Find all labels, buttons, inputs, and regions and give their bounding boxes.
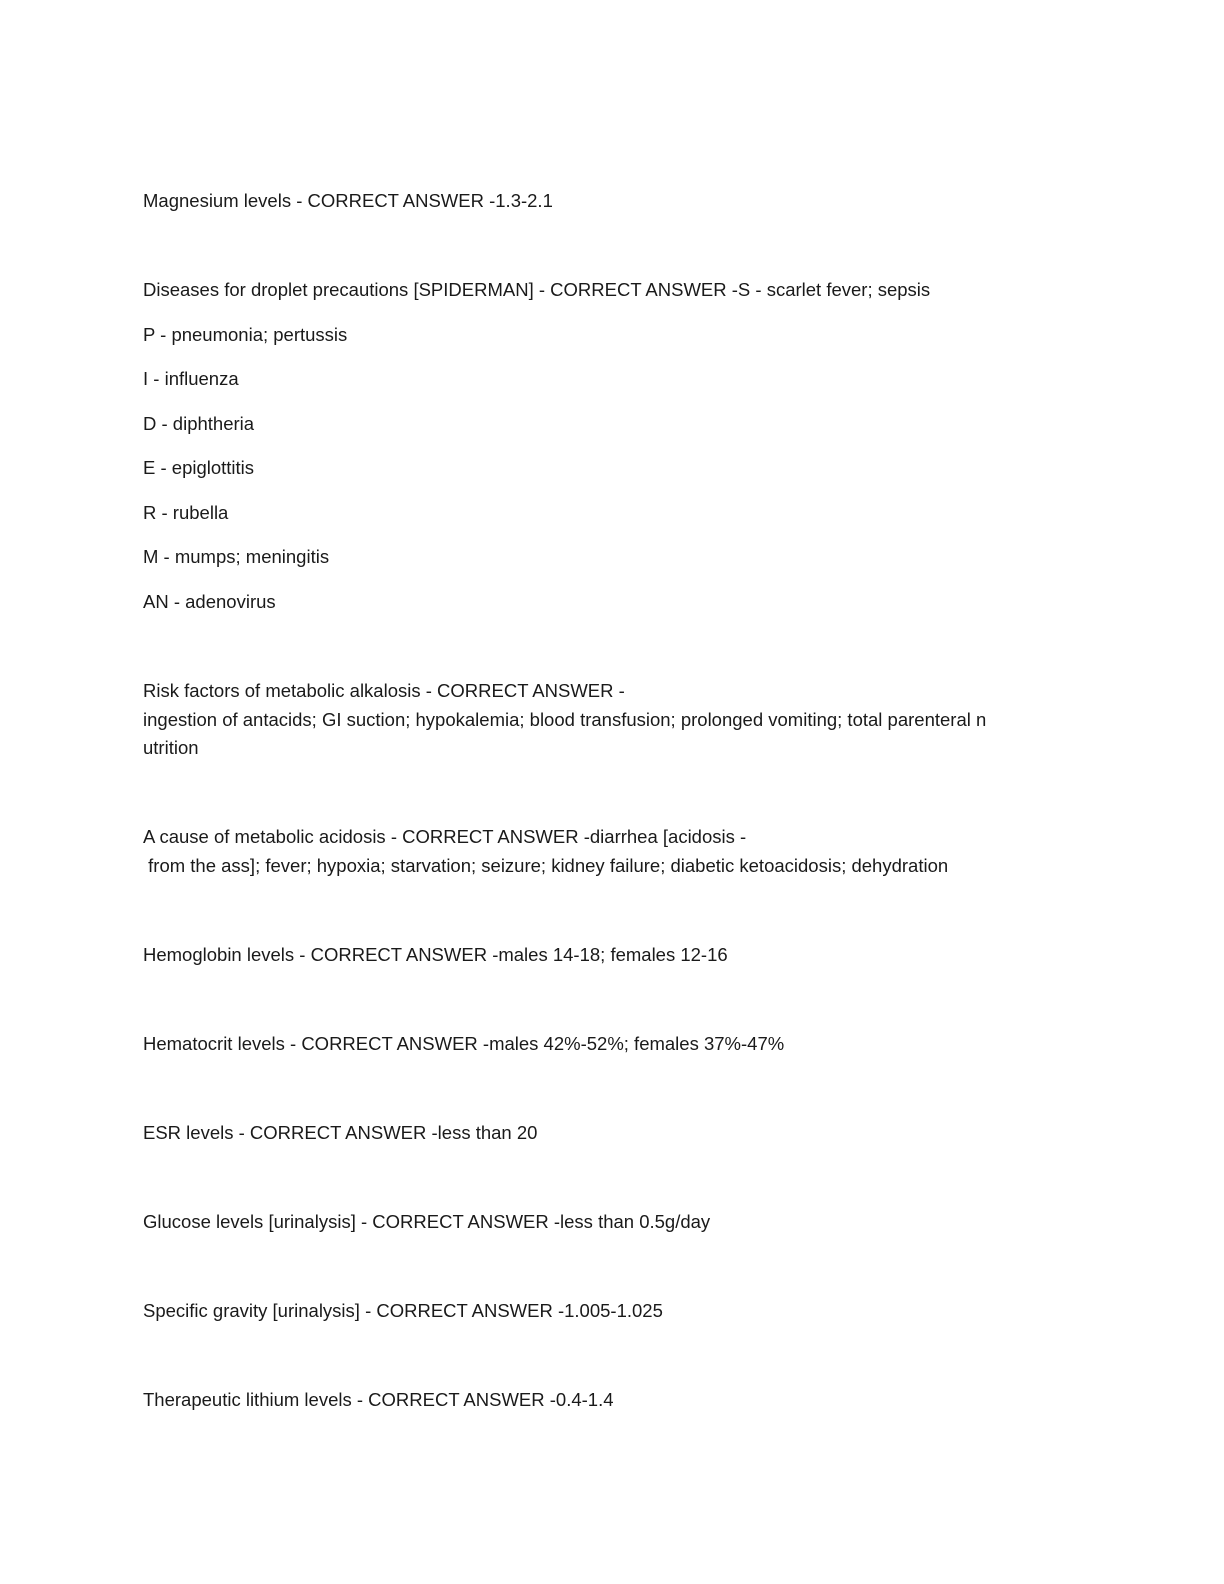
esr-entry: ESR levels - CORRECT ANSWER -less than 20: [143, 1122, 538, 1143]
alkalosis-answer-continuation: utrition: [143, 737, 199, 758]
droplet-item-p: P - pneumonia; pertussis: [143, 324, 348, 345]
droplet-item-m: M - mumps; meningitis: [143, 546, 330, 567]
lithium-entry: Therapeutic lithium levels - CORRECT ANSWER -0.4-1.4: [143, 1389, 614, 1410]
hemoglobin-entry: Hemoglobin levels - CORRECT ANSWER -males 14-18; females 12-16: [143, 944, 728, 965]
acidosis-heading: A cause of metabolic acidosis - CORRECT ANSWER -diarrhea [acidosis -: [143, 826, 747, 847]
droplet-item-e: E - epiglottitis: [143, 457, 255, 478]
droplet-item-r: R - rubella: [143, 502, 229, 523]
magnesium-entry: Magnesium levels - CORRECT ANSWER -1.3-2.1: [143, 190, 553, 211]
droplet-precautions-heading: Diseases for droplet precautions [SPIDERMAN] - CORRECT ANSWER -S - scarlet fever; sepsis: [143, 279, 931, 300]
droplet-item-d: D - diphtheria: [143, 413, 255, 434]
droplet-item-i: I - influenza: [143, 368, 239, 389]
glucose-entry: Glucose levels [urinalysis] - CORRECT ANSWER -less than 0.5g/day: [143, 1211, 711, 1232]
alkalosis-answer-line: ingestion of antacids; GI suction; hypokalemia; blood transfusion; prolonged vomiting; total parenteral n: [143, 709, 987, 730]
alkalosis-heading: Risk factors of metabolic alkalosis - CORRECT ANSWER -: [143, 680, 625, 701]
droplet-item-an: AN - adenovirus: [143, 591, 276, 612]
hematocrit-entry: Hematocrit levels - CORRECT ANSWER -males 42%-52%; females 37%-47%: [143, 1033, 785, 1054]
specific-gravity-entry: Specific gravity [urinalysis] - CORRECT ANSWER -1.005-1.025: [143, 1300, 663, 1321]
acidosis-answer-line: from the ass]; fever; hypoxia; starvation; seizure; kidney failure; diabetic ketoacidosis; dehydration: [143, 855, 949, 876]
